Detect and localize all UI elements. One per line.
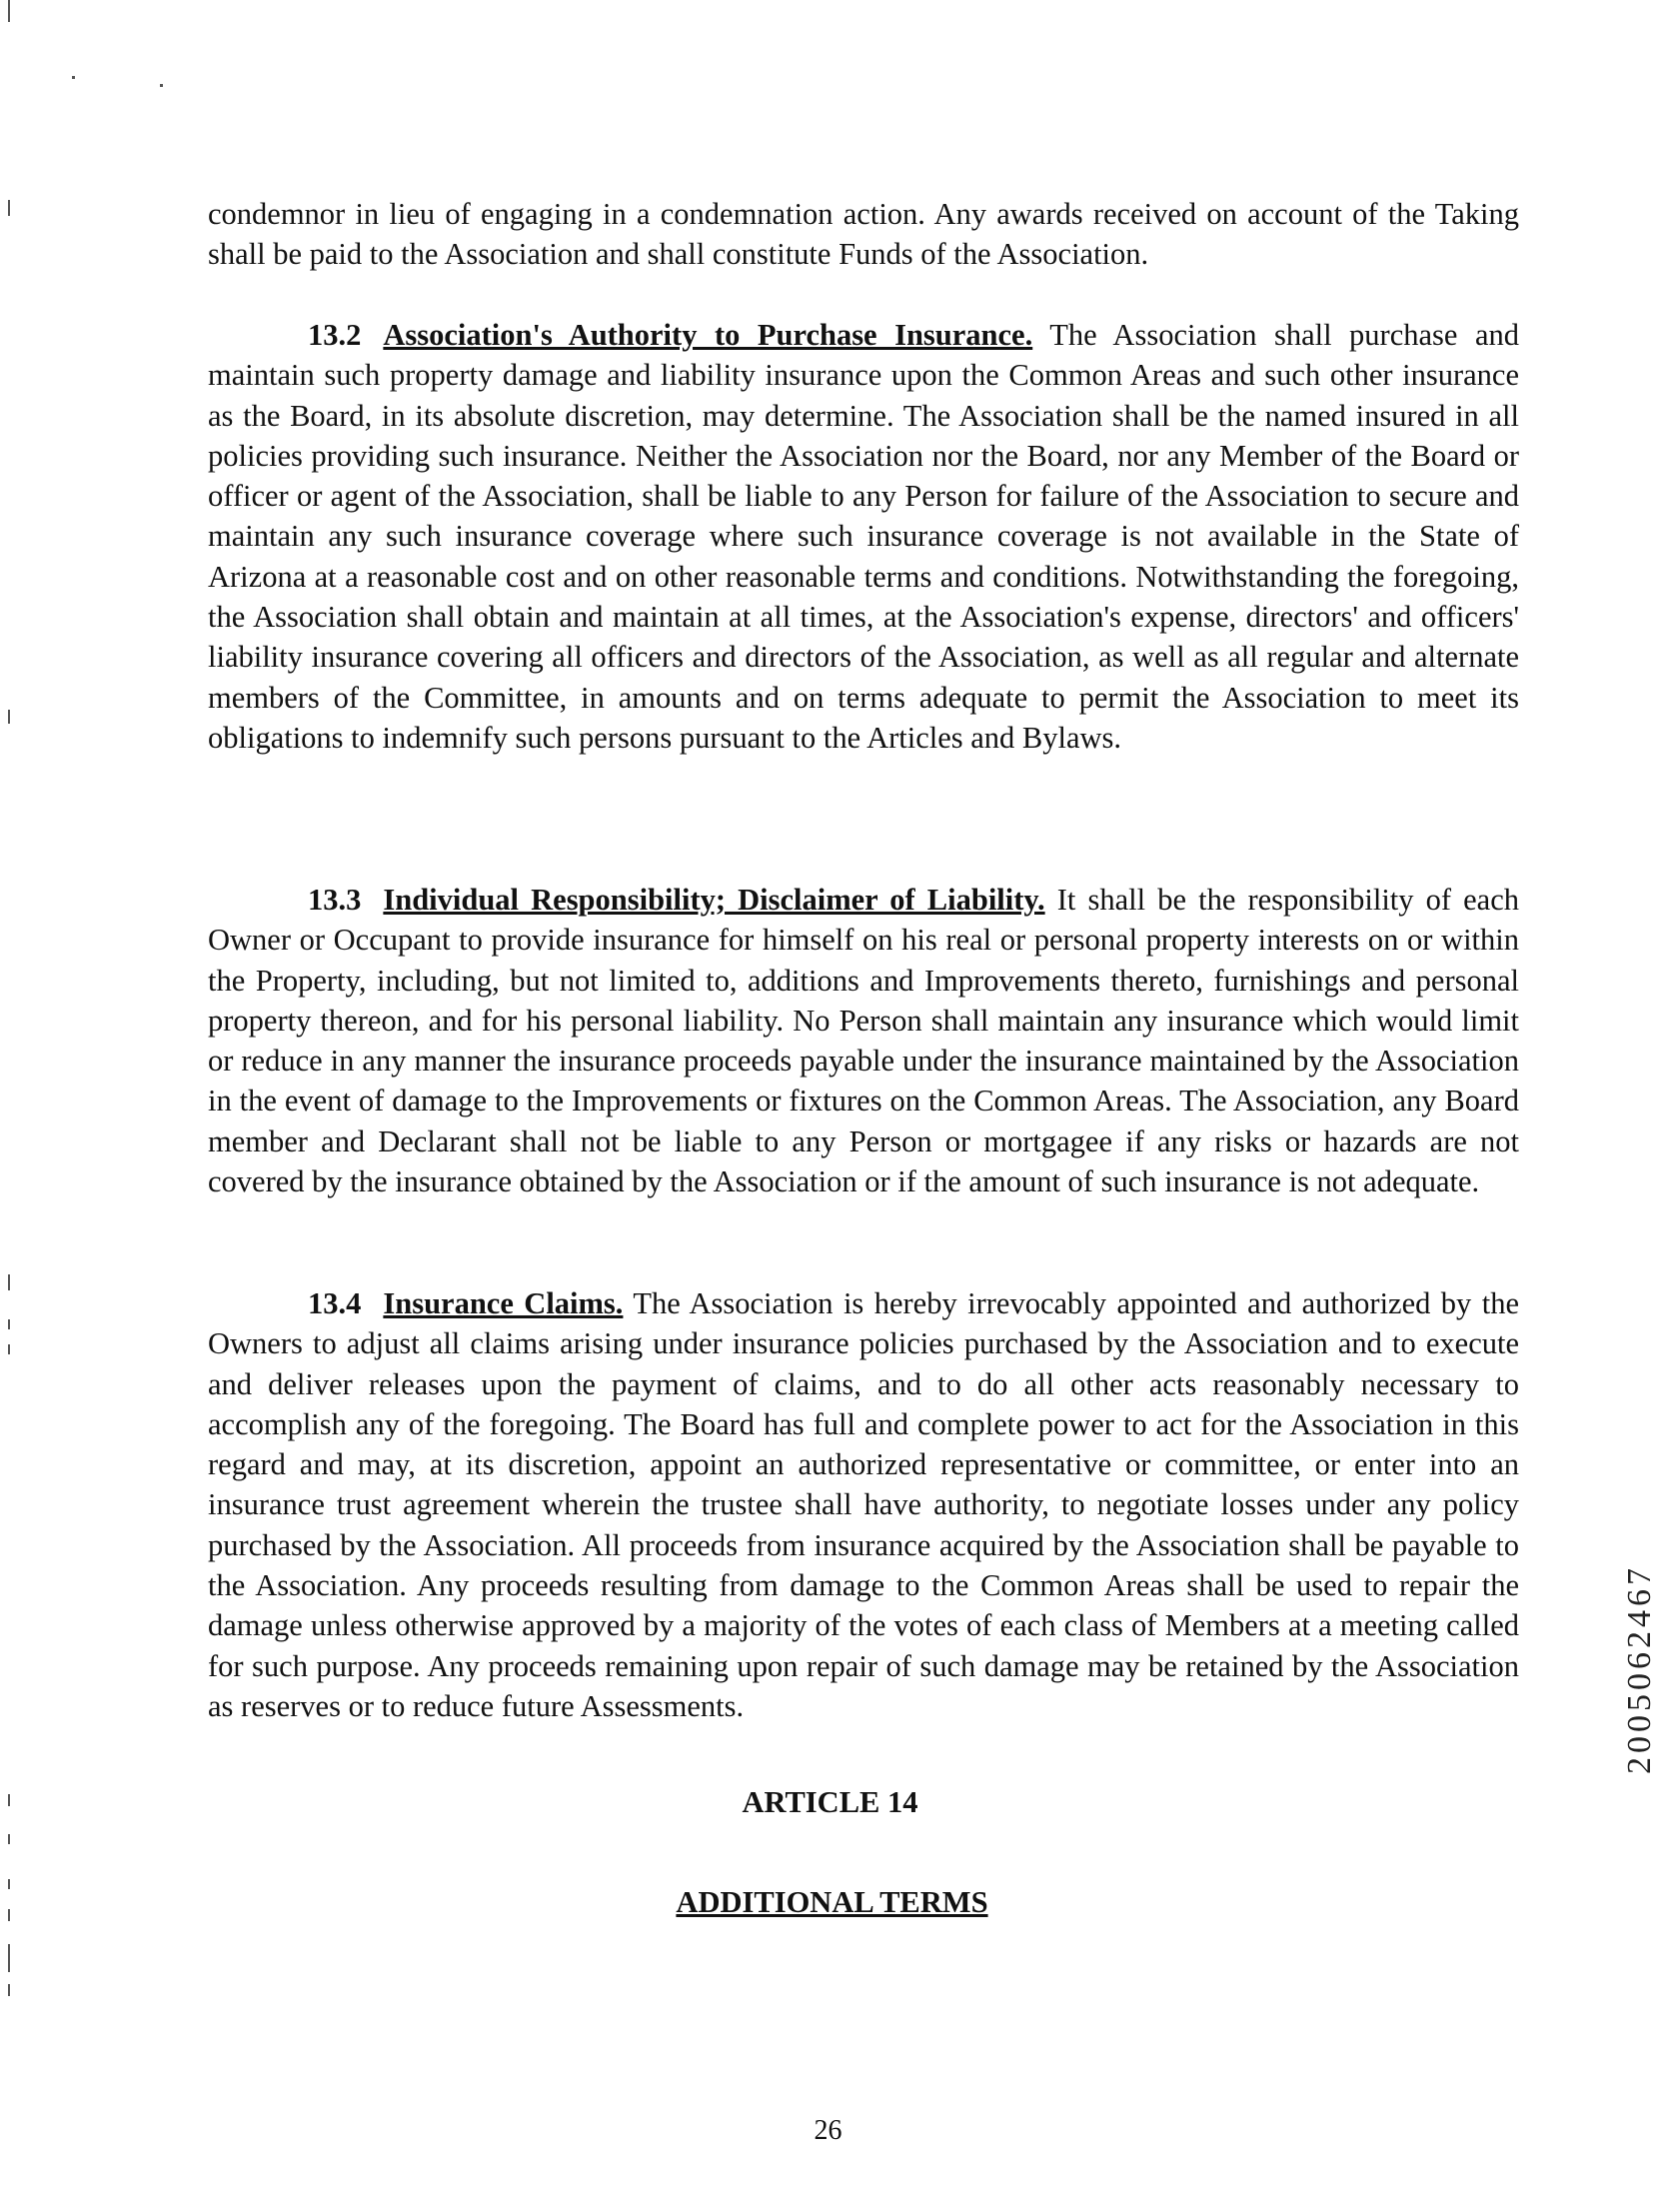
article-number: ARTICLE 14 [742,1785,918,1819]
recording-number-stamp: 2005062467 [1621,1564,1658,1774]
continued-paragraph [208,194,1519,275]
page-number: 26 [814,2115,842,2146]
continued-paragraph-text: condemnor in lieu of engaging in a condemnation action. Any awards received on account of the Taking shall be paid to the Association and shall constitute Funds of the Association. [208,197,1519,272]
section-number: 13.3 [308,883,362,917]
section-text: The Association shall purchase and maintain such property damage and liability insurance upon the Common Areas and such other insurance as the Board, in its absolute discretion, may determine. The Association shall be the named insured in all policies providing such insurance. Neither the Association nor the Board, nor any Member of the Board or officer or agent of the Association, shall be liable to any Person for failure of the Association to secure and maintain any such insurance coverage where such insurance coverage is not available in the State of Arizona at a reasonable cost and on other reasonable terms and conditions. Notwithstanding the foregoing, the Association shall obtain and maintain at all times, at the Association's expense, directors' and officers' liability insurance covering all officers and directors of the Association, as well as all regular and alternate members of the Committee, in amounts and on terms adequate to permit the Association to meet its obligations to indemnify such persons pursuant to the Articles and Bylaws. [208,318,1519,755]
scan-margin-marks [0,0,30,2202]
article-title: ADDITIONAL TERMS [676,1885,988,1919]
section-number: 13.4 [308,1286,362,1320]
section-title: Insurance Claims. [383,1286,624,1320]
section-title: Individual Responsibility; Disclaimer of Liability. [383,883,1045,917]
section-13-4 [208,1283,1519,1726]
section-text: It shall be the responsibility of each Owner or Occupant to provide insurance for himself on his real or personal property interests on or within the Property, including, but not limited to, additions and Improvements thereto, furnishings and personal property thereon, and for his personal liability. No Person shall maintain any insurance which would limit or reduce in any manner the insurance proceeds payable under the insurance maintained by the Association in the event of damage to the Improvements or fixtures on the Common Areas. The Association, any Board member and Declarant shall not be liable to any Person or mortgagee if any risks or hazards are not covered by the insurance obtained by the Association or if the amount of such insurance is not adequate. [208,883,1520,1199]
section-title: Association's Authority to Purchase Insurance. [383,318,1033,352]
section-text: The Association is hereby irrevocably appointed and authorized by the Owners to adjust all claims arising under insurance policies purchased by the Association and to execute and deliver releases upon the payment of claims, and to do all other acts reasonably necessary to accomplish any of the foregoing. The Board has full and complete power to act for the Association in this regard and may, at its discretion, appoint an authorized representative or committee, or enter into an insurance trust agreement wherein the trustee shall have authority, to negotiate losses under any policy purchased by the Association. All proceeds from insurance acquired by the Association shall be payable to the Association. Any proceeds resulting from damage to the Common Areas shall be used to repair the damage unless otherwise approved by a majority of the votes of each class of Members at a meeting called for such purpose. Any proceeds remaining upon repair of such damage may be retained by the Association as reserves or to reduce future Assessments. [208,1286,1519,1723]
section-13-2 [208,315,1519,758]
section-13-3 [208,880,1519,1201]
section-number: 13.2 [308,318,362,352]
